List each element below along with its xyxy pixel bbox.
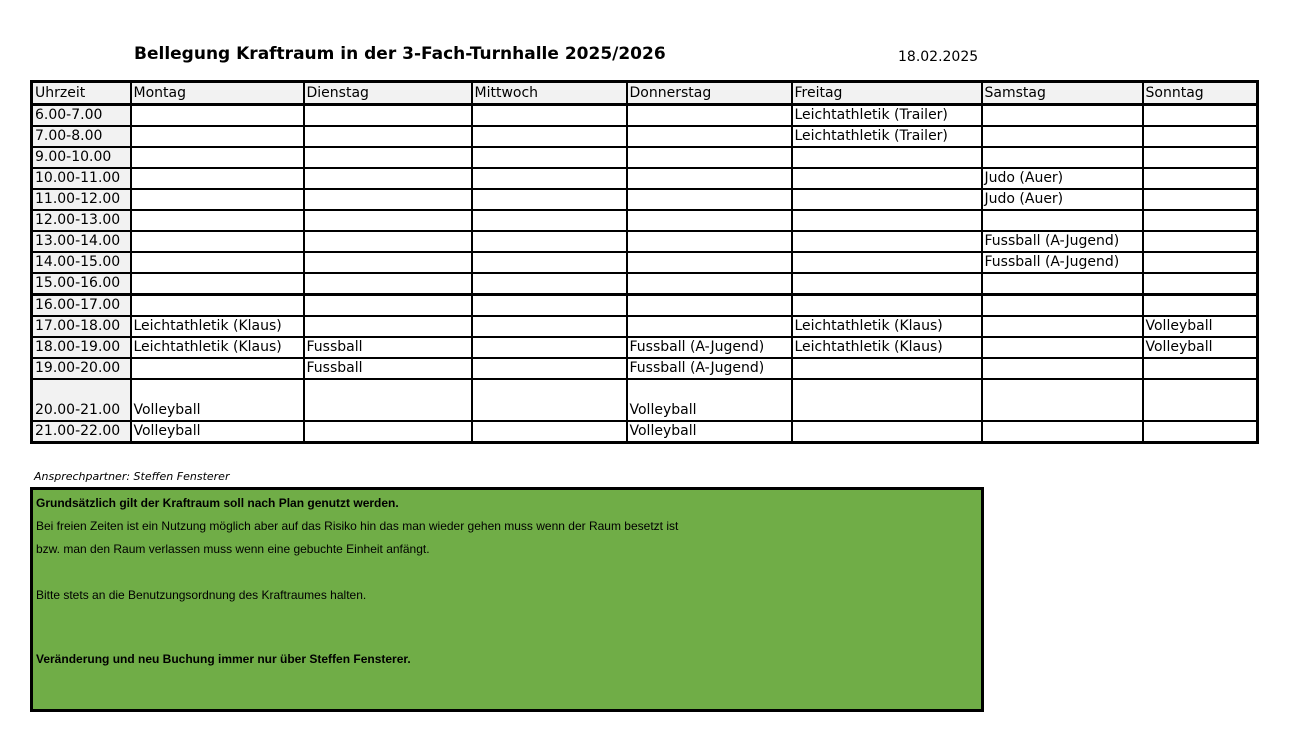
booking-cell (131, 126, 304, 147)
booking-cell (1143, 168, 1258, 189)
booking-cell (131, 295, 304, 317)
notes-line-1: Grundsätzlich gilt der Kraftraum soll nach Plan genutzt werden. (36, 496, 399, 510)
booking-cell (472, 273, 627, 295)
column-header-uhrzeit: Uhrzeit (32, 82, 131, 105)
booking-cell (472, 231, 627, 252)
booking-cell (131, 358, 304, 379)
booking-cell: Leichtathletik (Klaus) (131, 337, 304, 358)
booking-cell (627, 295, 792, 317)
booking-cell (982, 337, 1143, 358)
booking-cell (1143, 252, 1258, 273)
table-row (32, 105, 1258, 127)
booking-cell (627, 252, 792, 273)
booking-cell (304, 379, 472, 421)
booking-cell: Volleyball (131, 421, 304, 443)
booking-cell (472, 316, 627, 337)
notes-line-5: Veränderung und neu Buchung immer nur über Steffen Fensterer. (36, 652, 411, 666)
table-row (32, 358, 1258, 379)
time-slot-cell: 21.00-22.00 (32, 421, 131, 443)
booking-cell (627, 126, 792, 147)
booking-cell (304, 168, 472, 189)
time-slot-cell: 18.00-19.00 (32, 337, 131, 358)
booking-cell (131, 231, 304, 252)
booking-cell (472, 147, 627, 168)
booking-cell (472, 252, 627, 273)
booking-cell (792, 168, 982, 189)
column-header-donnerstag: Donnerstag (627, 82, 792, 105)
booking-cell (627, 316, 792, 337)
booking-cell (982, 421, 1143, 443)
booking-cell (627, 147, 792, 168)
booking-cell (304, 189, 472, 210)
booking-cell (982, 295, 1143, 317)
booking-cell (472, 126, 627, 147)
table-row (32, 231, 1258, 252)
booking-cell: Leichtathletik (Klaus) (792, 316, 982, 337)
booking-cell (131, 189, 304, 210)
table-row (32, 379, 1258, 421)
booking-cell: Leichtathletik (Klaus) (131, 316, 304, 337)
table-row (32, 316, 1258, 337)
booking-cell (472, 295, 627, 317)
column-header-samstag: Samstag (982, 82, 1143, 105)
booking-cell (627, 189, 792, 210)
page-title: Bellegung Kraftraum in der 3-Fach-Turnhalle 2025/2026 (134, 44, 666, 64)
booking-cell (1143, 358, 1258, 379)
booking-cell (304, 147, 472, 168)
time-slot-cell: 20.00-21.00 (32, 379, 131, 421)
time-slot-cell: 19.00-20.00 (32, 358, 131, 379)
time-slot-cell: 7.00-8.00 (32, 126, 131, 147)
booking-cell (982, 379, 1143, 421)
time-slot-cell: 17.00-18.00 (32, 316, 131, 337)
table-row (32, 337, 1258, 358)
booking-cell (627, 273, 792, 295)
booking-cell: Volleyball (627, 379, 792, 421)
booking-cell (1143, 295, 1258, 317)
header-row (32, 82, 1258, 105)
booking-cell (472, 168, 627, 189)
booking-cell (131, 252, 304, 273)
booking-cell: Fussball (A-Jugend) (627, 337, 792, 358)
time-slot-cell: 14.00-15.00 (32, 252, 131, 273)
table-row (32, 421, 1258, 443)
booking-cell (627, 210, 792, 231)
booking-cell (472, 210, 627, 231)
booking-cell: Fussball (304, 337, 472, 358)
booking-cell (982, 126, 1143, 147)
booking-cell (792, 189, 982, 210)
booking-cell (472, 379, 627, 421)
booking-cell (472, 421, 627, 443)
booking-cell: Leichtathletik (Trailer) (792, 105, 982, 127)
time-slot-cell: 9.00-10.00 (32, 147, 131, 168)
time-slot-cell: 16.00-17.00 (32, 295, 131, 317)
booking-cell (792, 210, 982, 231)
booking-cell (982, 147, 1143, 168)
booking-cell (792, 147, 982, 168)
date-label: 18.02.2025 (898, 49, 979, 65)
booking-cell (304, 231, 472, 252)
booking-cell (792, 252, 982, 273)
booking-cell (982, 273, 1143, 295)
booking-cell (792, 295, 982, 317)
booking-cell (982, 210, 1143, 231)
notes-box (30, 487, 984, 712)
booking-cell (1143, 231, 1258, 252)
booking-cell: Leichtathletik (Klaus) (792, 337, 982, 358)
booking-cell (792, 358, 982, 379)
contact-person: Ansprechpartner: Steffen Fensterer (34, 470, 230, 483)
notes-line-2: Bei freien Zeiten ist ein Nutzung möglich aber auf das Risiko hin das man wieder gehen muss wenn der Raum besetzt ist (36, 519, 679, 533)
table-row (32, 273, 1258, 295)
booking-cell (131, 273, 304, 295)
booking-cell: Volleyball (1143, 337, 1258, 358)
booking-cell (304, 252, 472, 273)
column-header-dienstag: Dienstag (304, 82, 472, 105)
time-slot-cell: 12.00-13.00 (32, 210, 131, 231)
booking-cell (1143, 105, 1258, 127)
booking-cell: Fussball (304, 358, 472, 379)
booking-cell (982, 358, 1143, 379)
booking-cell (472, 105, 627, 127)
booking-cell: Judo (Auer) (982, 168, 1143, 189)
table-row (32, 147, 1258, 168)
column-header-mittwoch: Mittwoch (472, 82, 627, 105)
booking-cell (131, 168, 304, 189)
booking-cell: Judo (Auer) (982, 189, 1143, 210)
booking-cell (304, 210, 472, 231)
booking-cell: Volleyball (627, 421, 792, 443)
booking-cell (1143, 147, 1258, 168)
table-row (32, 252, 1258, 273)
booking-cell (131, 147, 304, 168)
booking-cell (1143, 421, 1258, 443)
booking-cell (627, 231, 792, 252)
time-slot-cell: 10.00-11.00 (32, 168, 131, 189)
column-header-freitag: Freitag (792, 82, 982, 105)
column-header-montag: Montag (131, 82, 304, 105)
booking-cell (1143, 210, 1258, 231)
booking-cell (304, 273, 472, 295)
booking-cell (792, 379, 982, 421)
booking-cell (472, 358, 627, 379)
booking-cell (304, 295, 472, 317)
booking-cell (792, 421, 982, 443)
booking-cell (131, 105, 304, 127)
table-row (32, 168, 1258, 189)
booking-cell: Volleyball (1143, 316, 1258, 337)
booking-cell (792, 231, 982, 252)
column-header-sonntag: Sonntag (1143, 82, 1258, 105)
notes-line-3: bzw. man den Raum verlassen muss wenn eine gebuchte Einheit anfängt. (36, 542, 430, 556)
booking-cell (304, 316, 472, 337)
booking-cell: Leichtathletik (Trailer) (792, 126, 982, 147)
booking-cell: Fussball (A-Jugend) (982, 252, 1143, 273)
booking-cell (1143, 126, 1258, 147)
booking-cell (627, 168, 792, 189)
time-slot-cell: 13.00-14.00 (32, 231, 131, 252)
schedule-table (30, 80, 1259, 444)
notes-line-4: Bitte stets an die Benutzungsordnung des Kraftraumes halten. (36, 588, 367, 602)
booking-cell (792, 273, 982, 295)
booking-cell (304, 126, 472, 147)
table-row (32, 126, 1258, 147)
booking-cell (1143, 379, 1258, 421)
time-slot-cell: 11.00-12.00 (32, 189, 131, 210)
booking-cell (1143, 273, 1258, 295)
booking-cell (627, 105, 792, 127)
booking-cell (304, 421, 472, 443)
booking-cell (982, 105, 1143, 127)
booking-cell (131, 210, 304, 231)
booking-cell (472, 189, 627, 210)
table-row (32, 210, 1258, 231)
booking-cell (304, 105, 472, 127)
booking-cell: Volleyball (131, 379, 304, 421)
booking-cell: Fussball (A-Jugend) (627, 358, 792, 379)
time-slot-cell: 15.00-16.00 (32, 273, 131, 295)
booking-cell (982, 316, 1143, 337)
time-slot-cell: 6.00-7.00 (32, 105, 131, 127)
booking-cell (472, 337, 627, 358)
booking-cell (1143, 189, 1258, 210)
table-row (32, 295, 1258, 317)
booking-cell: Fussball (A-Jugend) (982, 231, 1143, 252)
table-row (32, 189, 1258, 210)
